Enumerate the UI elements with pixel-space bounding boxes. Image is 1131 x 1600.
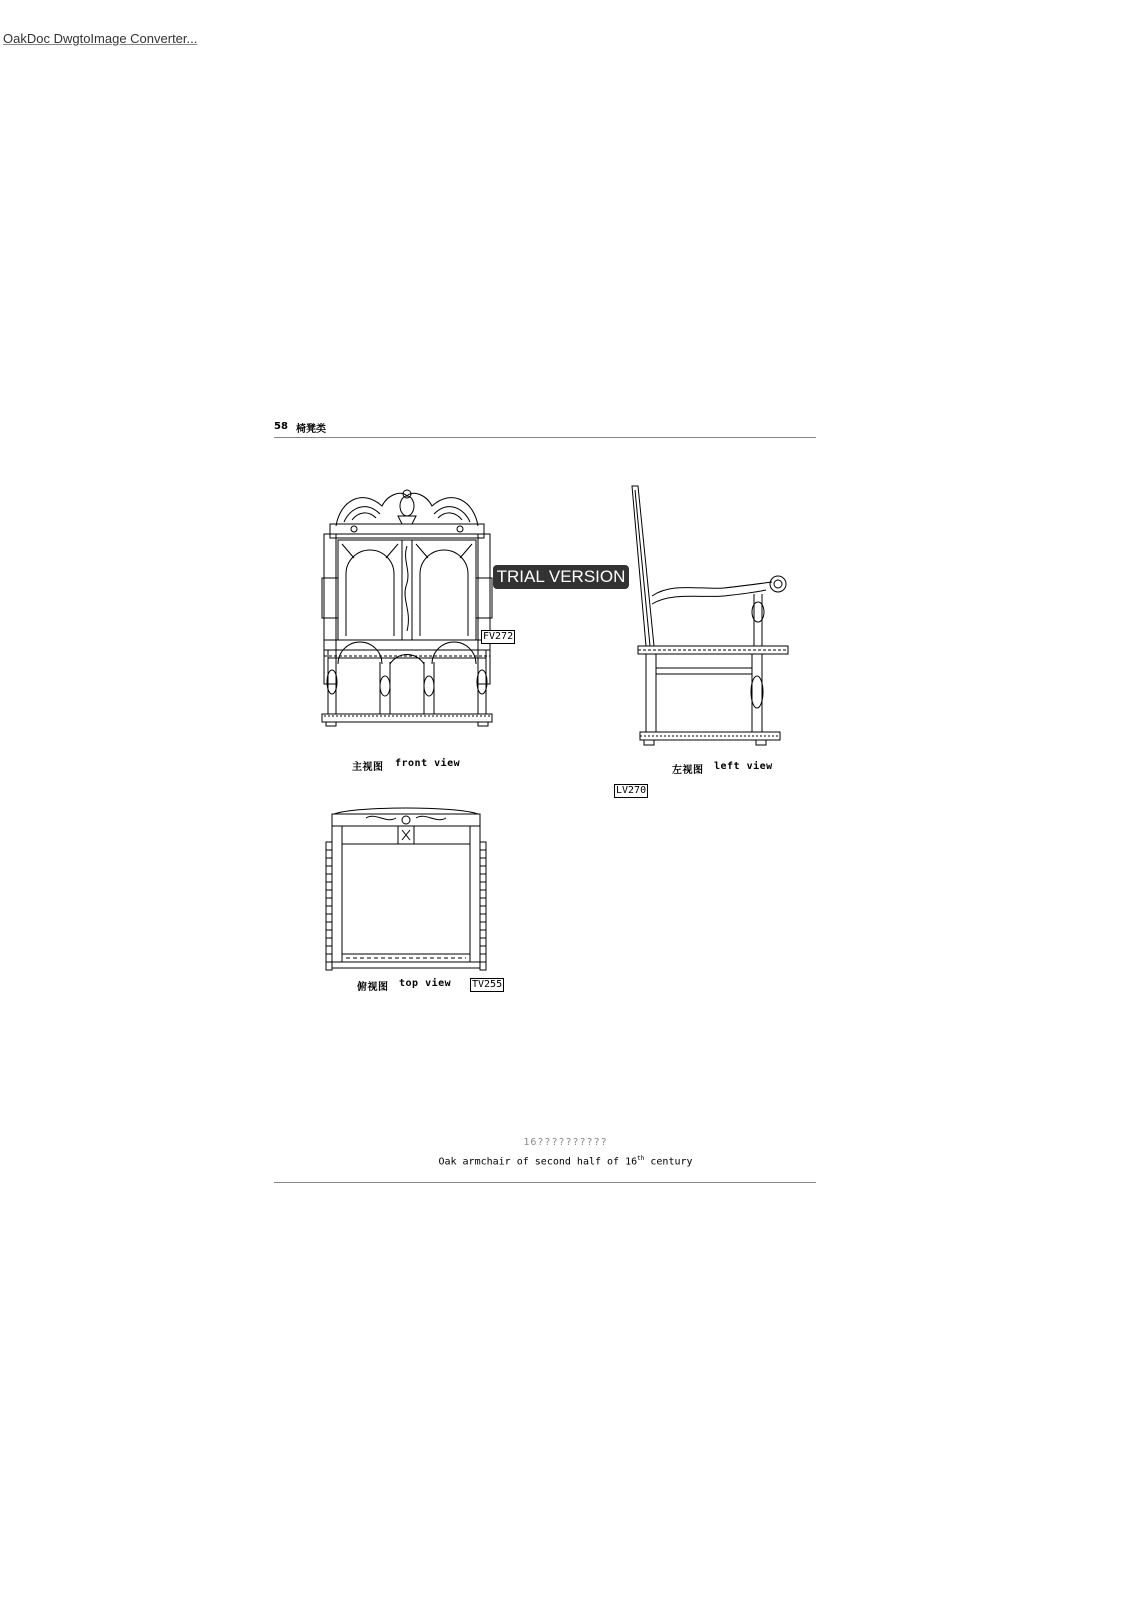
footer-rule [274,1182,816,1183]
top-view-drawing [326,806,486,976]
front-view-caption-en: front view [395,758,461,769]
top-view-tag: TV255 [472,979,503,990]
english-title [0,1155,1131,1167]
source-link[interactable]: OakDoc DwgtoImage Converter... [3,31,198,46]
front-view-caption-cn: 主视图 [352,762,384,773]
top-view-caption-cn: 俯视图 [357,982,389,993]
english-title-sup: th [637,1155,645,1162]
english-title-suffix: century [644,1156,693,1168]
left-view-caption-en: left view [714,761,773,772]
top-view-caption-en: top view [399,978,452,989]
header-rule [274,437,816,438]
left-view-drawing [632,486,792,756]
left-view-tag: LV270 [616,785,647,796]
front-view-tag: FV272 [483,631,514,642]
garbled-chinese-title: 16?????????? [523,1137,608,1148]
page-number: 58 [274,421,288,432]
left-view-caption-cn: 左视图 [672,765,704,776]
trial-version-watermark: TRIAL VERSION [493,565,629,589]
category-heading: 椅凳类 [296,424,326,435]
english-title-prefix: Oak armchair of second half of 16 [438,1156,638,1168]
front-view-drawing [322,486,492,756]
